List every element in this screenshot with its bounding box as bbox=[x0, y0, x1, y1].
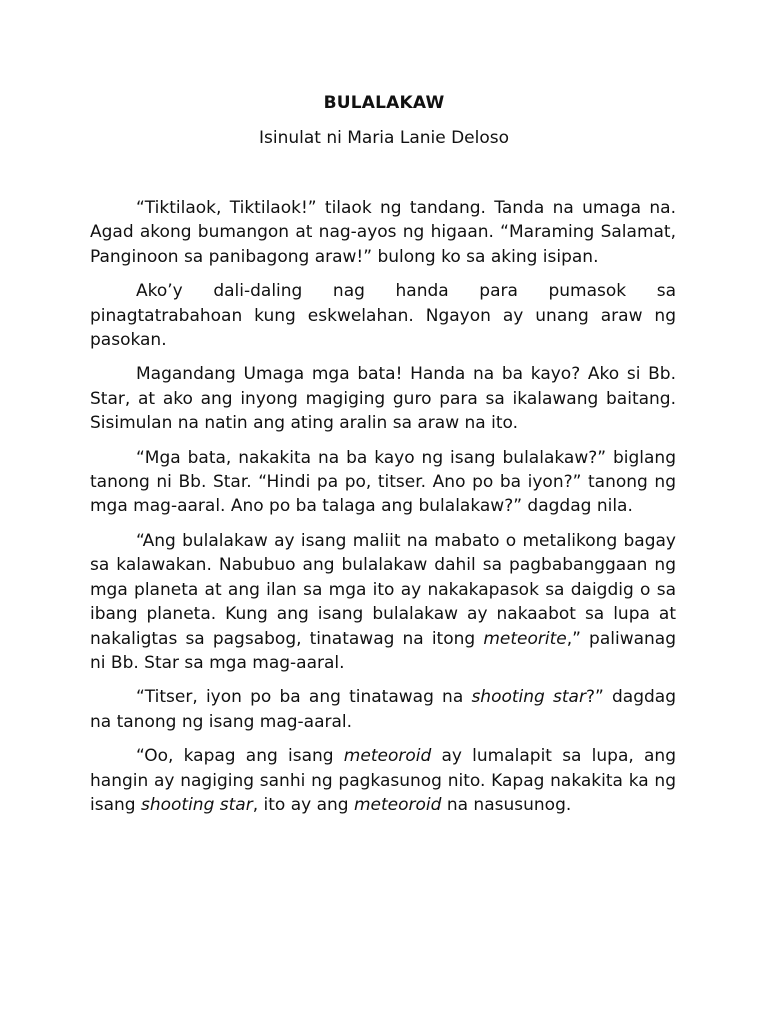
story-paragraph bbox=[90, 362, 676, 435]
paragraph-text: , ito ay ang bbox=[252, 794, 354, 815]
italic-term: shooting star bbox=[471, 687, 586, 708]
paragraph-text: “Titser, iyon po ba ang tinatawag na bbox=[136, 687, 472, 708]
story-body bbox=[90, 196, 676, 827]
author-line: Isinulat ni Maria Lanie Deloso bbox=[258, 128, 510, 148]
paragraph-text: “Ang bulalakaw ay isang maliit na mabato o metalikong bagay sa kalawakan. Nabubuo ang bulalakaw dahil sa pagbabanggaan ng mga planeta at ang ilan sa mga ito ay nakakapasok sa daigdig o sa ibang planeta. Kung ang isang bulalakaw ay nakaabot sa lupa at nakaligtas sa pagsabog, tinatawag na itong bbox=[90, 530, 676, 649]
paragraph-text: Ako’y dali-daling nag handa para pumasok sa pinagtatrabahoan kung eskwelahan. Ngayon ay unang araw ng pasokan. bbox=[90, 281, 676, 351]
paragraph-text: “Oo, kapag ang isang bbox=[136, 746, 344, 767]
paragraph-text: ay lumalapit sa lupa, ang hangin ay nagiging sanhi ng pagkasunog nito. Kapag nakakita ka ng isang bbox=[90, 746, 676, 815]
italic-term: meteorite bbox=[483, 628, 567, 649]
paragraph-text: ?” dagdag na tanong ng isang mag-aaral. bbox=[90, 687, 676, 732]
story-paragraph bbox=[90, 446, 676, 519]
document-title: BULALAKAW bbox=[323, 93, 445, 113]
story-paragraph bbox=[90, 685, 676, 734]
italic-term: meteoroid bbox=[343, 746, 432, 767]
italic-term: meteoroid bbox=[353, 794, 442, 815]
paragraph-text: na nasusunog. bbox=[441, 794, 572, 815]
italic-term: shooting star bbox=[140, 794, 253, 815]
story-paragraph bbox=[90, 196, 676, 269]
paragraph-text: ,” paliwanag ni Bb. Star sa mga mag-aaral. bbox=[90, 628, 676, 673]
story-paragraph bbox=[90, 279, 676, 352]
paragraph-text: Magandang Umaga mga bata! Handa na ba kayo? Ako si Bb. Star, at ako ang inyong magiging guro para sa ikalawang baitang. Sisimulan na natin ang ating aralin sa araw na ito. bbox=[90, 364, 676, 434]
paragraph-text: “Mga bata, nakakita na ba kayo ng isang bulalakaw?” biglang tanong ni Bb. Star. “Hindi pa po, titser. Ano po ba iyon?” tanong ng mga mag-aaral. Ano po ba talaga ang bulalakaw?” dagdag nila. bbox=[90, 447, 676, 517]
story-paragraph bbox=[90, 744, 676, 817]
story-paragraph bbox=[90, 529, 676, 675]
paragraph-text: “Tiktilaok, Tiktilaok!” tilaok ng tandang. Tanda na umaga na. Agad akong bumangon at nag-ayos ng higaan. “Maraming Salamat, Panginoon sa panibagong araw!” bulong ko sa aking isipan. bbox=[90, 198, 676, 267]
